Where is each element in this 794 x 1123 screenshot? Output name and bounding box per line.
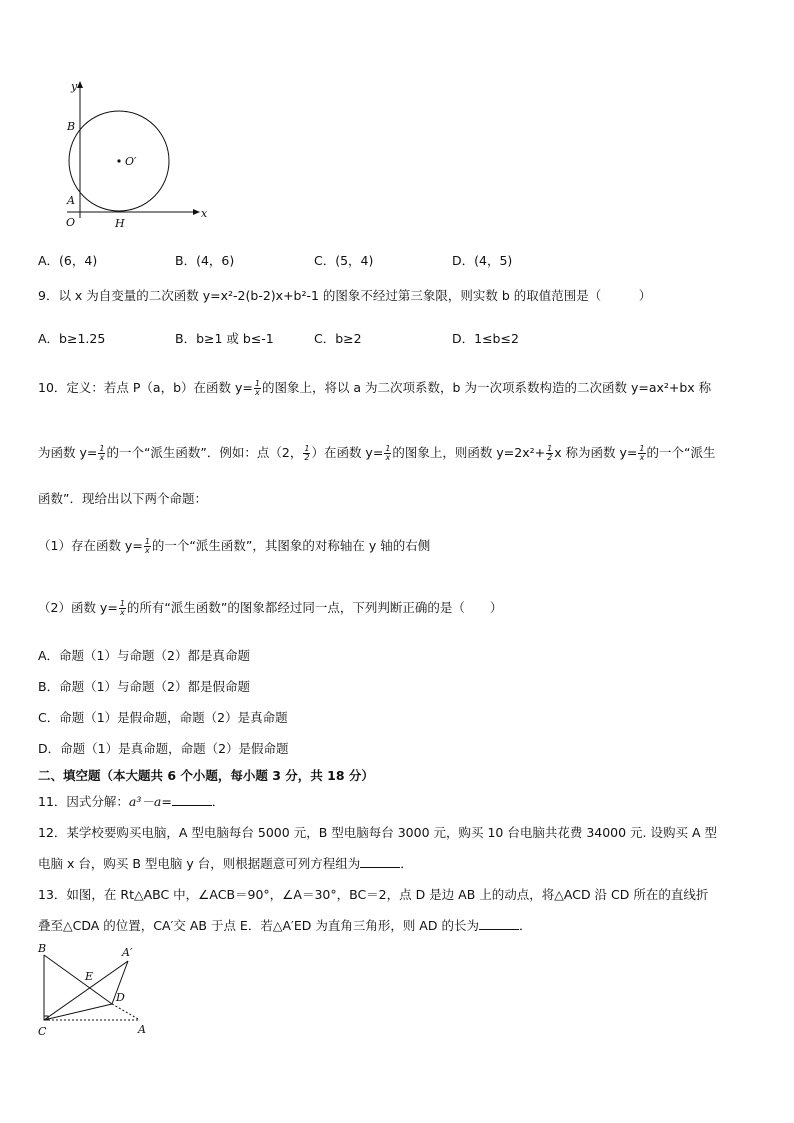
q10-line-3: 函数”．现给出以下两个命题：	[38, 491, 207, 506]
label-h: H	[115, 217, 125, 230]
q10-text: 10．定义：若点 P（a，b）在函数 y=	[38, 380, 253, 395]
q9-stem: 9．以 x 为自变量的二次函数 y=x²-2(b-2)x+b²-1 的图象不经过第三象限，则实数 b 的取值范围是（ ）	[38, 288, 652, 303]
label-e: E	[85, 970, 94, 983]
label-a: A	[67, 194, 75, 207]
answer-blank[interactable]	[479, 919, 519, 930]
label-o-prime: O′	[125, 155, 137, 168]
q10-proposition-2	[38, 598, 502, 617]
fraction: $\frac{1}{x}$	[144, 537, 150, 555]
fraction: $\frac{1}{x}$	[119, 599, 125, 617]
label-d: D	[116, 991, 125, 1004]
q10-line-2	[38, 443, 715, 462]
q10-line-1	[38, 378, 711, 397]
q12-text: 电脑 x 台，购买 B 型电脑 y 台，则根据题意可列方程组为	[38, 856, 361, 871]
q10-text: 的图象上，则函数 y=2x²+	[392, 445, 546, 460]
q10-text: 的所有“派生函数”的图象都经过同一点，下列判断正确的是（ ）	[126, 600, 503, 615]
fraction: $\frac{1}{x}$	[639, 444, 645, 462]
q10-text: 为函数 y=	[38, 445, 98, 460]
q11	[38, 792, 224, 810]
q8-option-b[interactable]: B．(4，6)	[175, 253, 235, 268]
segment-da-dashed	[112, 1004, 140, 1020]
q9-option-b[interactable]: B．b≥1 或 b≤-1	[175, 331, 274, 346]
answer-blank[interactable]	[360, 857, 400, 868]
q11-suffix: ．	[211, 794, 225, 809]
q10-text: 的图象上，将以 a 为二次项系数，b 为一次项系数构造的二次函数 y=ax²+bx 称	[261, 380, 712, 395]
label-c: C	[38, 1025, 47, 1038]
q11-prefix: 11．因式分解：	[38, 794, 129, 809]
q11-expression: a³－a=	[128, 794, 172, 809]
q12-line-1: 12．某学校要购买电脑，A 型电脑每台 5000 元，B 型电脑每台 3000 元，购买 10 台电脑共花费 34000 元. 设购买 A 型	[38, 825, 718, 840]
label-a-prime: A′	[122, 946, 133, 959]
triangle-fold-figure	[30, 938, 160, 1043]
x-axis-arrow	[193, 209, 200, 215]
center-point	[117, 159, 120, 162]
q12-line-2	[38, 854, 413, 872]
q10-text: 的一个“派生	[646, 445, 716, 460]
fraction: $\frac{1}{x}$	[385, 444, 391, 462]
section-heading: 二、填空题（本大题共 6 个小题，每小题 3 分，共 18 分）	[38, 768, 374, 783]
q9-option-d[interactable]: D．1≤b≤2	[452, 331, 519, 346]
q10-text: 的一个“派生函数”，其图象的对称轴在 y 轴的右侧	[151, 538, 431, 553]
label-o: O	[66, 216, 76, 229]
q10-option-b[interactable]: B．命题（1）与命题（2）都是假命题	[38, 679, 250, 694]
fraction-half: $\frac{1}{2}$	[547, 444, 553, 462]
q8-option-d[interactable]: D．(4，5)	[452, 253, 513, 268]
q13-period: ．	[518, 918, 532, 933]
answer-blank[interactable]	[172, 795, 212, 806]
label-y: y	[71, 80, 78, 93]
q8-option-a[interactable]: A．(6，4)	[38, 253, 98, 268]
q12-period: ．	[400, 856, 413, 871]
q10-text: （2）函数 y=	[38, 600, 118, 615]
q8-option-c[interactable]: C．(5，4)	[314, 253, 374, 268]
q9-option-a[interactable]: A．b≥1.25	[38, 331, 106, 346]
fraction: $\frac{1}{x}$	[254, 379, 260, 397]
q10-text: 的一个“派生函数”．例如：点（2，	[106, 445, 303, 460]
q9-option-c[interactable]: C．b≥2	[314, 331, 362, 346]
segment-cd	[44, 1004, 112, 1020]
q10-text: （1）存在函数 y=	[38, 538, 143, 553]
label-a: A	[138, 1023, 146, 1036]
y-axis-arrow	[77, 81, 83, 88]
label-b: B	[38, 942, 47, 955]
q10-option-c[interactable]: C．命题（1）是假命题，命题（2）是真命题	[38, 710, 288, 725]
q10-text: ）在函数 y=	[311, 445, 384, 460]
label-x: x	[201, 207, 208, 220]
q13-line-2	[38, 916, 531, 934]
fraction: $\frac{1}{x}$	[99, 444, 105, 462]
circle-axes-figure	[55, 78, 215, 233]
label-b: B	[67, 120, 76, 133]
fraction-half: $\frac{1}{2}$	[304, 444, 310, 462]
q10-proposition-1	[38, 536, 430, 555]
q10-option-a[interactable]: A．命题（1）与命题（2）都是真命题	[38, 648, 250, 663]
q10-text: x 称为函数 y=	[554, 445, 638, 460]
q13-text: 叠至△CDA 的位置，CA′交 AB 于点 E．若△A′ED 为直角三角形，则 AD 的长为	[38, 918, 479, 933]
q13-line-1: 13．如图，在 Rt△ABC 中，∠ACB＝90°，∠A＝30°，BC＝2，点 D 是边 AB 上的动点，将△ACD 沿 CD 所在的直线折	[38, 887, 709, 902]
q10-option-d[interactable]: D．命题（1）是真命题，命题（2）是假命题	[38, 741, 289, 756]
